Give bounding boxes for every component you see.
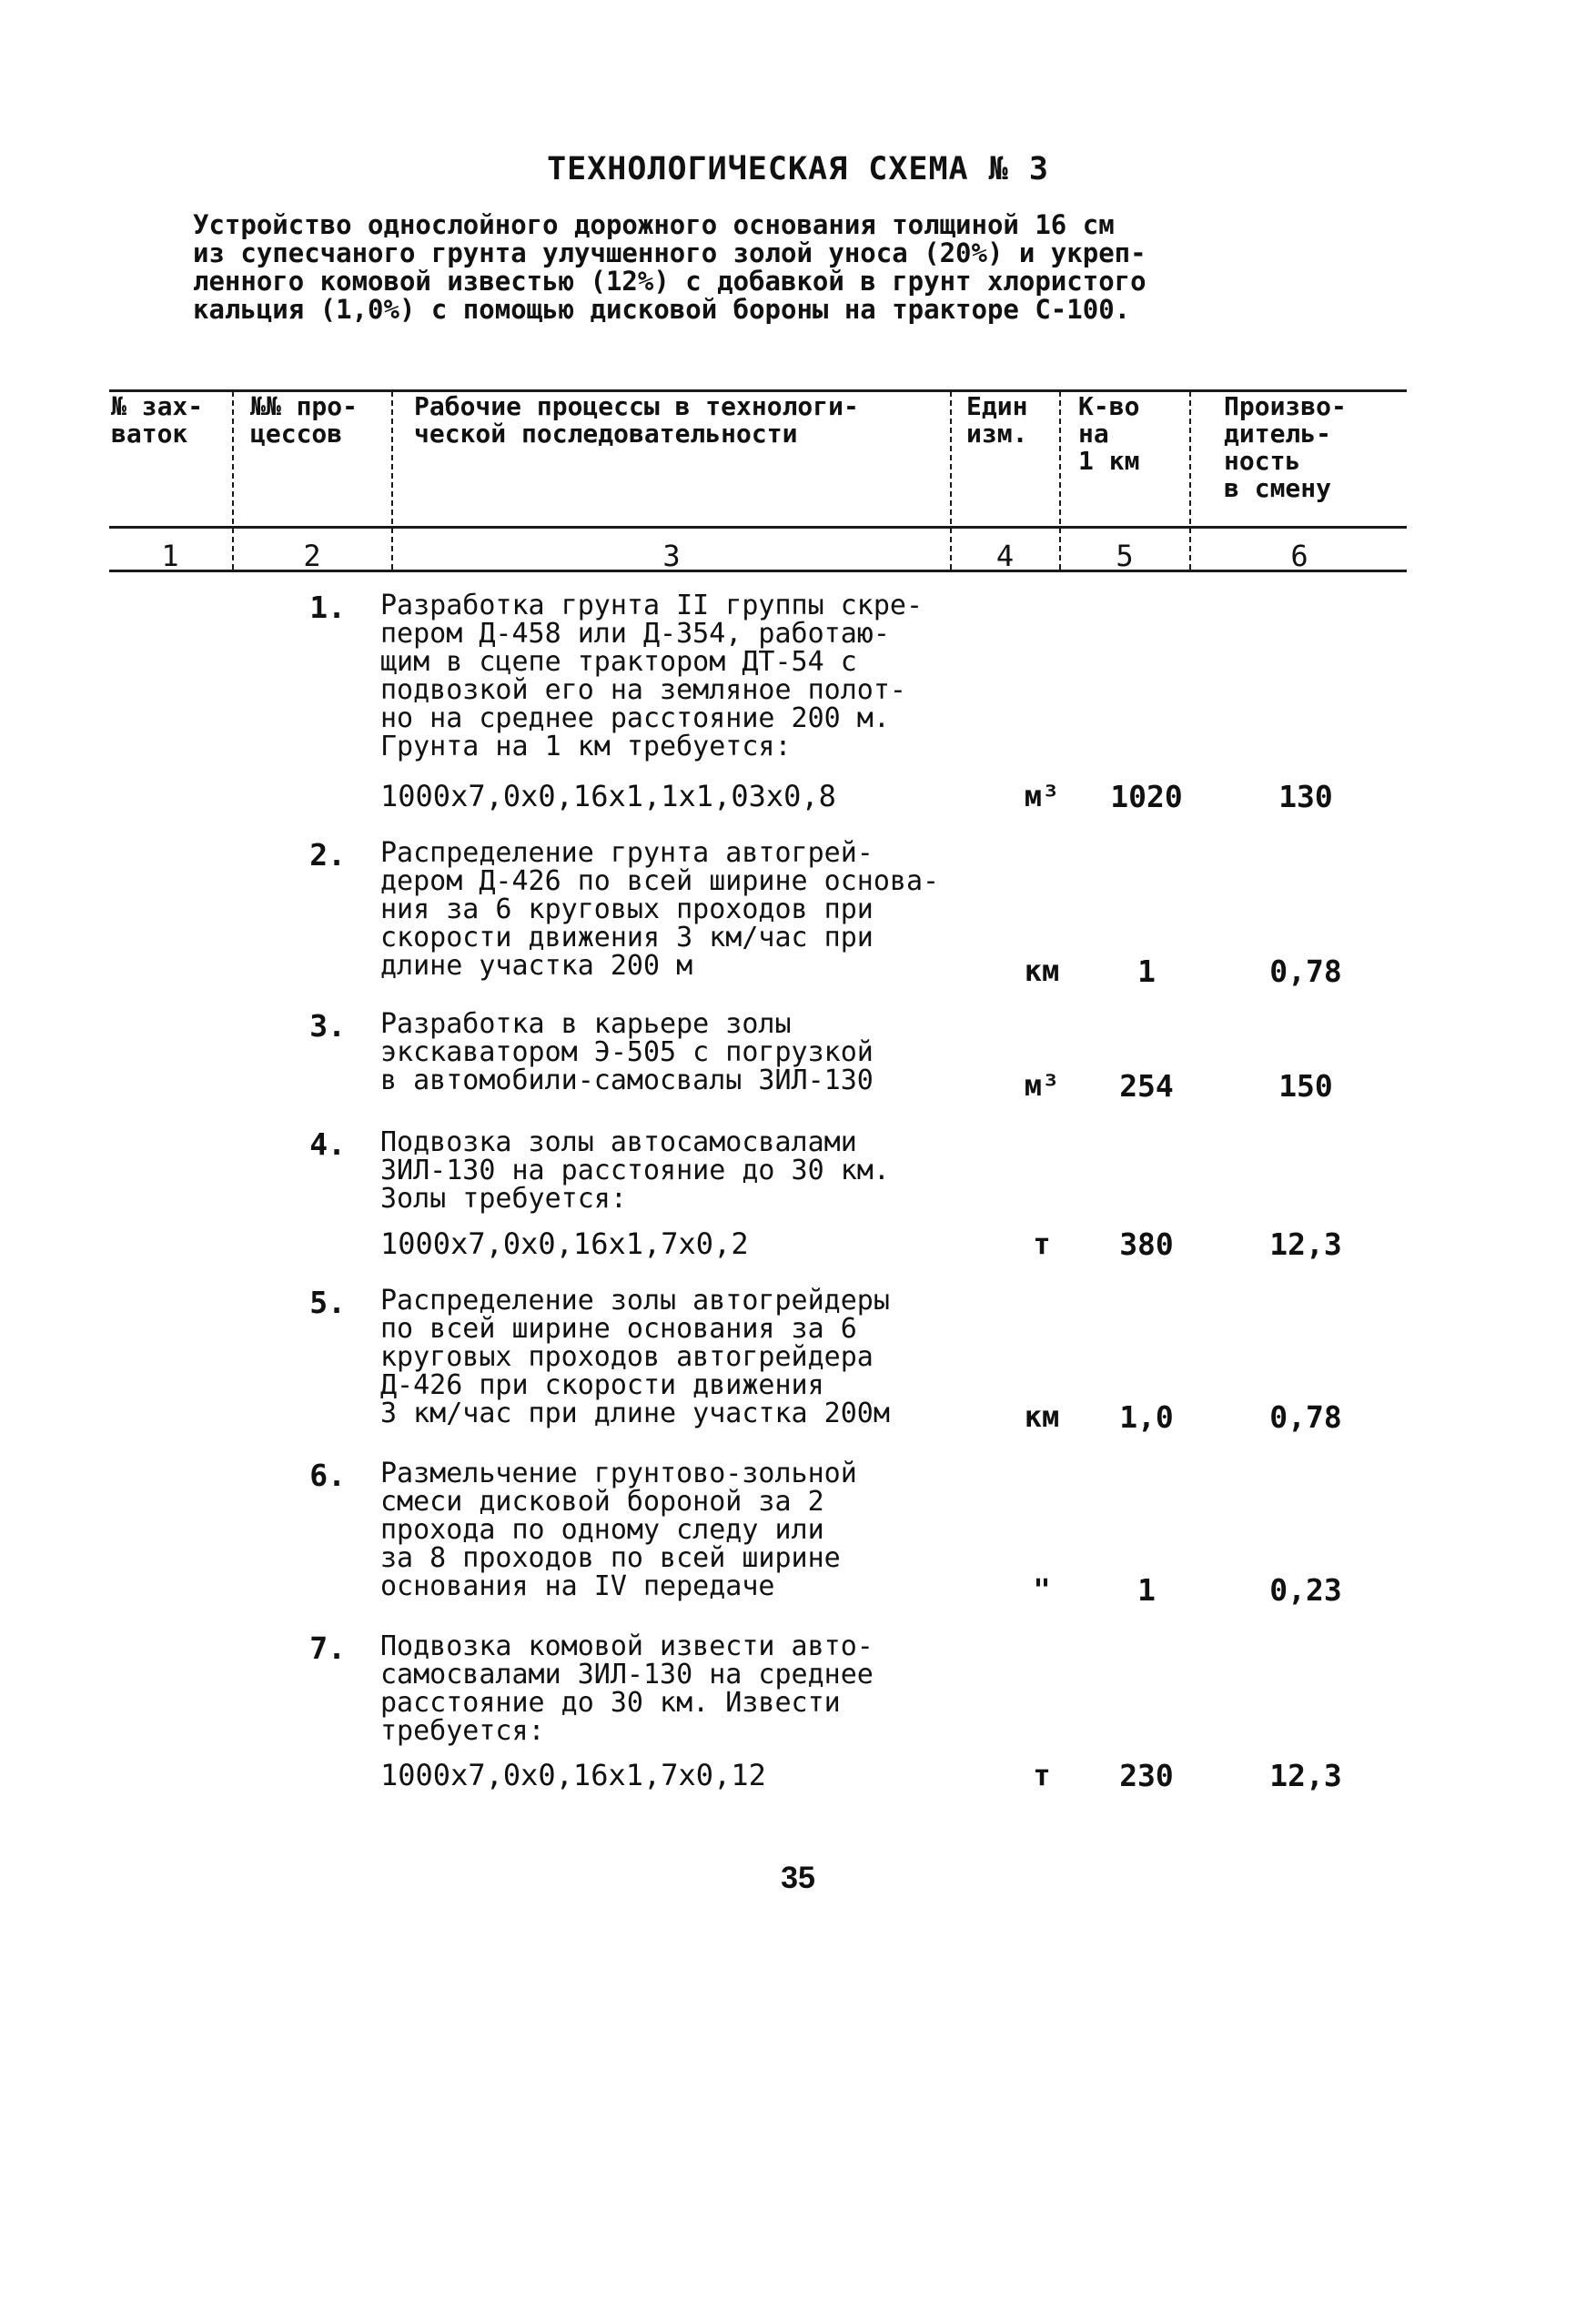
- process-productivity: 12,3: [1269, 1758, 1342, 1793]
- process-calculation: 1000х7,0х0,16х1,7х0,2: [380, 1226, 749, 1261]
- process-productivity: 0,78: [1269, 1399, 1342, 1435]
- process-quantity: 254: [1119, 1068, 1174, 1104]
- column-number: 2: [303, 539, 321, 573]
- process-number: 4.: [309, 1126, 346, 1162]
- process-unit: т: [1033, 1758, 1051, 1792]
- process-unit: т: [1033, 1226, 1051, 1261]
- process-number: 1.: [309, 590, 346, 625]
- page-title: ТЕХНОЛОГИЧЕСКАЯ СХЕМА № 3: [547, 151, 1049, 187]
- process-description: Разработка грунта II группы скре- пером Д-458 или Д-354, работаю- щим в сцепе трактором ДТ-54 с подвозкой его на земляное полот- но на среднее расстояние 200 м. Грунта на 1 км требуется:: [380, 590, 924, 762]
- process-unit: м³: [1024, 1068, 1060, 1103]
- process-description: Подвозка золы автосамосвалами ЗИЛ-130 на расстояние до 30 км. Золы требуется:: [380, 1126, 890, 1215]
- process-description: Распределение золы автогрейдеры по всей ширине основания за 6 круговых проходов автогрейдера Д-426 при скорости движения 3 км/час при длине участка 200м: [380, 1285, 890, 1429]
- process-unit: км: [1024, 954, 1060, 988]
- process-productivity: 130: [1278, 779, 1333, 814]
- process-number: 5.: [309, 1285, 346, 1320]
- column-divider: [950, 391, 952, 570]
- column-header-productivity: Произво- дитель- ность в смену: [1224, 391, 1347, 503]
- column-header-quantity: К-во на 1 км: [1078, 391, 1140, 476]
- column-header-process: №№ про- цессов: [250, 391, 359, 449]
- process-quantity: 380: [1119, 1226, 1174, 1262]
- column-number: 1: [161, 539, 179, 573]
- process-productivity: 12,3: [1269, 1226, 1342, 1262]
- column-number: 5: [1116, 539, 1134, 573]
- process-calculation: 1000х7,0х0,16х1,7х0,12: [380, 1758, 766, 1792]
- process-productivity: 0,78: [1269, 954, 1342, 989]
- process-quantity: 1,0: [1119, 1399, 1174, 1435]
- process-quantity: 1: [1137, 1572, 1156, 1608]
- process-quantity: 1: [1137, 954, 1156, 989]
- process-unit: км: [1024, 1399, 1060, 1434]
- document-subtitle: Устройство однослойного дорожного основания толщиной 16 см из супесчаного грунта улучшенного золой уноса (20%) и укреп- ленного комовой известью (12%) с добавкой в грунт хлористого кальция (1,0%) с помощью дисковой бороны на тракторе С-100.: [193, 209, 1146, 325]
- process-number: 3.: [309, 1008, 346, 1044]
- process-number: 2.: [309, 837, 346, 873]
- process-description: Размельчение грунтово-зольной смеси дисковой бороной за 2 прохода по одному следу или за 8 проходов по всей ширине основания на IV передаче: [380, 1458, 857, 1602]
- process-productivity: 150: [1278, 1068, 1333, 1104]
- process-calculation: 1000х7,0х0,16х1,1х1,03х0,8: [380, 779, 836, 813]
- process-quantity: 1020: [1110, 779, 1183, 814]
- process-description: Подвозка комовой извести авто- самосвалами ЗИЛ-130 на среднее расстояние до 30 км. Извести требуется:: [380, 1630, 874, 1747]
- process-number: 7.: [309, 1630, 346, 1666]
- column-number: 6: [1290, 539, 1308, 573]
- table-header-rule: [109, 526, 1407, 529]
- column-header-description: Рабочие процессы в технологи- ческой последовательности: [414, 391, 859, 449]
- process-productivity: 0,23: [1269, 1572, 1342, 1608]
- column-divider: [391, 391, 393, 570]
- process-description: Распределение грунта автогрей- дером Д-426 по всей ширине основа- ния за 6 круговых проходов при скорости движения 3 км/час при длине участка 200 м: [380, 837, 940, 982]
- column-number: 4: [995, 539, 1015, 573]
- page-number: 35: [781, 1861, 815, 1895]
- process-number: 6.: [309, 1458, 346, 1493]
- process-unit: м³: [1024, 779, 1060, 813]
- column-divider: [1189, 391, 1191, 570]
- column-divider: [232, 391, 234, 570]
- process-description: Разработка в карьере золы экскаватором Э-505 с погрузкой в автомобили-самосвалы ЗИЛ-130: [380, 1008, 874, 1096]
- column-divider: [1059, 391, 1061, 570]
- column-header-unit: Един изм.: [966, 391, 1028, 449]
- process-quantity: 230: [1119, 1758, 1174, 1793]
- column-number: 3: [662, 539, 681, 573]
- column-header-stage: № зах- ваток: [111, 391, 204, 449]
- process-unit: ": [1033, 1572, 1051, 1607]
